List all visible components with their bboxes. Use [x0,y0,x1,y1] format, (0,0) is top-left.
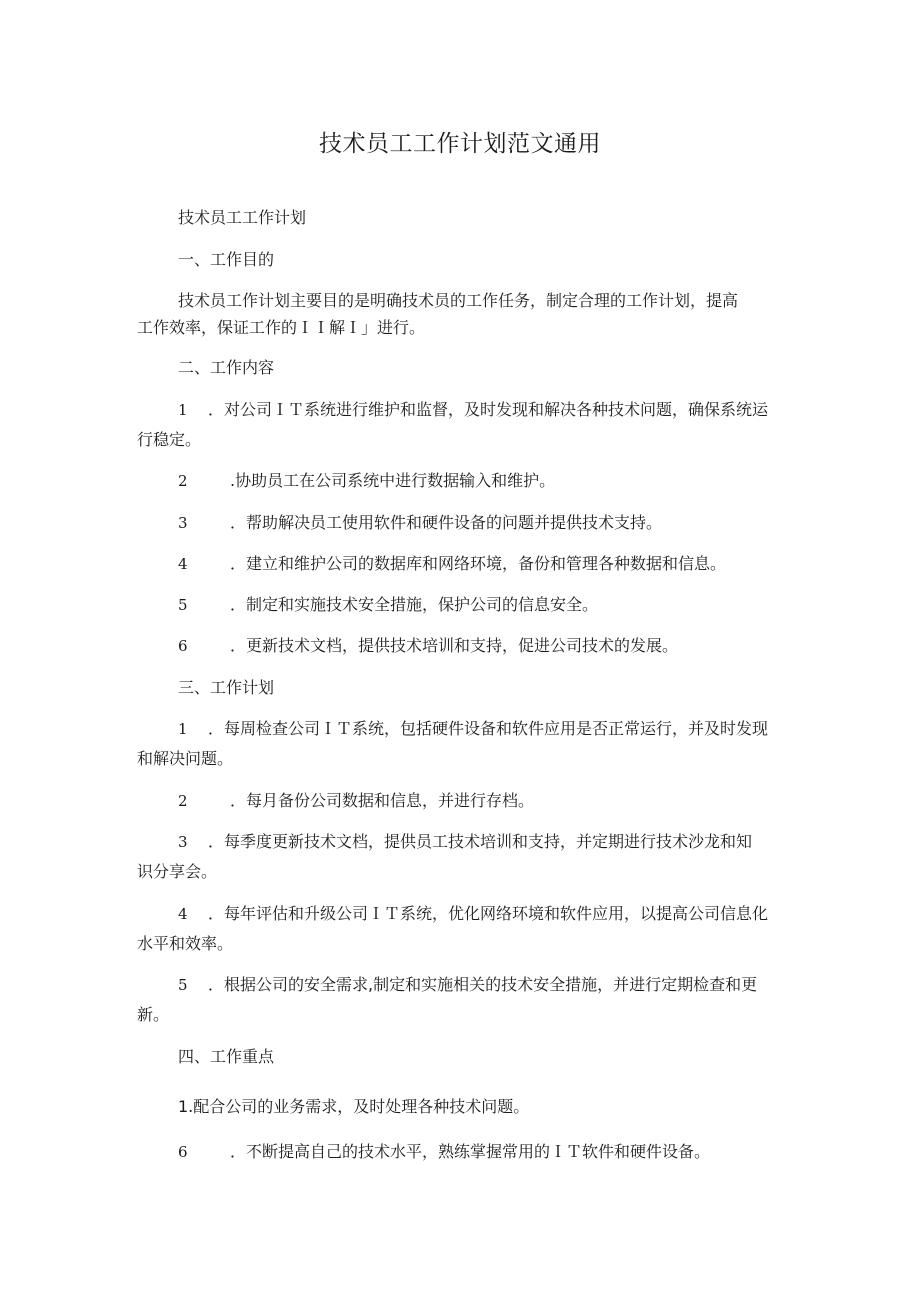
plan-item-5-continuation: 新。 [137,1005,170,1024]
content-item-5 [178,595,598,615]
focus-item-1: 1.配合公司的业务需求，及时处理各种技术问题。 [178,1097,530,1116]
document-title: 技术员工工作计划范文通用 [319,131,601,157]
item-text: ．根据公司的安全需求,制定和实施相关的技术安全措施，并进行定期检查和更 [208,975,758,994]
item-number: 1 [178,401,188,419]
plan-item-1 [178,719,768,739]
focus-item-2 [178,1142,710,1162]
section-heading-focus: 四、工作重点 [178,1047,275,1066]
item-text: ．对公司ＩＴ系统进行维护和监督，及时发现和解决各种技术问题，确保系统运 [208,400,769,419]
item-number: 2 [178,472,188,490]
section-heading-plan: 三、工作计划 [178,678,275,697]
item-number: 6 [178,637,188,655]
section-heading-content: 二、工作内容 [178,358,275,377]
item-number: 3 [178,514,188,532]
content-item-6 [178,636,678,656]
content-item-4 [178,554,726,574]
item-text: ．每年评估和升级公司ＩＴ系统，优化网络环境和软件应用，以提高公司信息化 [208,904,769,923]
item-text: ．每季度更新技术文档，提供员工技术培训和支持，并定期进行技术沙龙和知 [208,832,753,851]
plan-item-4 [178,904,768,924]
plan-item-1-continuation: 和解决问题。 [137,749,234,768]
item-number: 6 [178,1143,188,1161]
plan-item-3-continuation: 识分享会。 [137,862,218,881]
plan-item-3 [178,832,752,852]
section-heading-purpose: 一、工作目的 [178,250,275,269]
item-number: 1 [178,720,188,738]
item-number: 4 [178,905,188,923]
purpose-paragraph-line-2: 工作效率，保证工作的ＩＩ解Ｉ」进行。 [137,318,426,337]
item-text: ．不断提高自己的技术水平，熟练掌握常用的ＩＴ软件和硬件设备。 [230,1142,711,1161]
item-text: ．建立和维护公司的数据库和网络环境，备份和管理各种数据和信息。 [230,554,727,573]
content-item-3 [178,513,662,533]
item-text: ．制定和实施技术安全措施，保护公司的信息安全。 [230,595,599,614]
item-number: 2 [178,792,188,810]
item-number: 5 [178,596,188,614]
item-text: ．更新技术文档，提供技术培训和支持，促进公司技术的发展。 [230,636,679,655]
item-number: 3 [178,833,188,851]
content-item-1 [178,400,768,420]
plan-item-2 [178,791,534,811]
plan-item-5 [178,975,757,995]
item-number: 4 [178,555,188,573]
purpose-paragraph-line-1: 技术员工作计划主要目的是明确技术员的工作任务，制定合理的工作计划，提高 [178,291,739,310]
item-text: ．每月备份公司数据和信息，并进行存档。 [230,791,535,810]
item-number: 5 [178,976,188,994]
plan-item-4-continuation: 水平和效率。 [137,934,234,953]
subtitle: 技术员工工作计划 [178,208,307,227]
item-text: .协助员工在公司系统中进行数据输入和维护。 [230,471,556,490]
content-item-1-continuation: 行稳定。 [137,430,202,449]
item-text: ．每周检查公司ＩＴ系统，包括硬件设备和软件应用是否正常运行，并及时发现 [208,719,769,738]
item-text: ．帮助解决员工使用软件和硬件设备的问题并提供技术支持。 [230,513,663,532]
content-item-2 [178,471,555,491]
